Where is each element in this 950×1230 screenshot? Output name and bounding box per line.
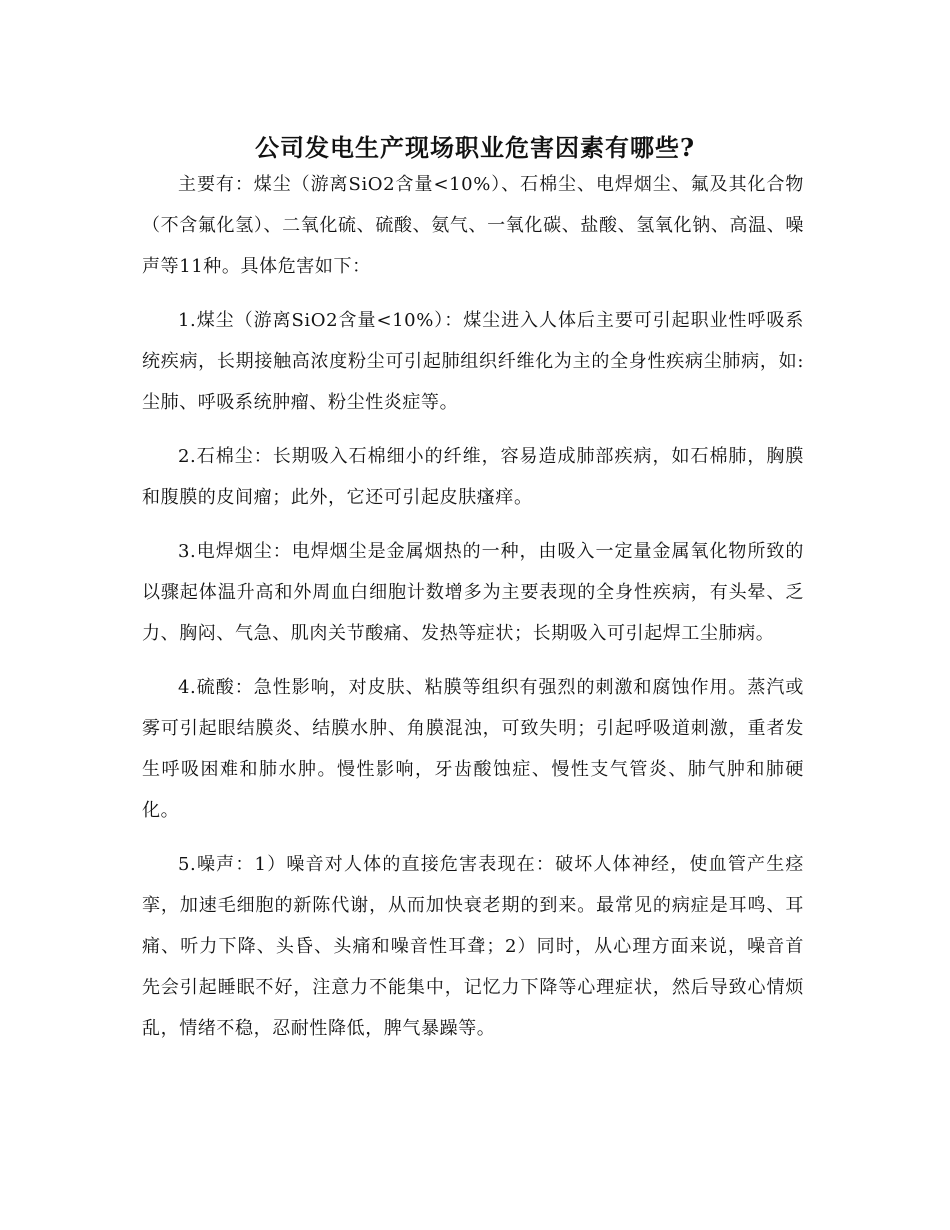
sulfuric-acid-paragraph: 4.硫酸：急性影响，对皮肤、粘膜等组织有强烈的刺激和腐蚀作用。蒸汽或雾可引起眼结膜炎、结膜水肿、角膜混浊，可致失明；引起呼吸道刺激，重者发生呼吸困难和肺水肿。慢性影响，牙齿酸蚀症、慢性支气管炎、肺气肿和肺硬化。 bbox=[142, 677, 804, 821]
coal-dust-paragraph: 1.煤尘（游离SiO2含量<10%）：煤尘进入人体后主要可引起职业性呼吸系统疾病，长期接触高浓度粉尘可引起肺组织纤维化为主的全身性疾病尘肺病，如:尘肺、呼吸系统肿瘤、粉尘性炎症等。 bbox=[142, 310, 804, 413]
asbestos-dust-paragraph: 2.石棉尘：长期吸入石棉细小的纤维，容易造成肺部疾病，如石棉肺，胸膜和腹膜的皮间瘤；此外，它还可引起皮肤瘙痒。 bbox=[142, 446, 804, 508]
document-title: 公司发电生产现场职业危害因素有哪些? bbox=[254, 133, 696, 163]
welding-fume-paragraph: 3.电焊烟尘：电焊烟尘是金属烟热的一种，由吸入一定量金属氧化物所致的以骤起体温升高和外周血白细胞计数增多为主要表现的全身性疾病，有头晕、乏力、胸闷、气急、肌肉关节酸痛、发热等症状；长期吸入可引起焊工尘肺病。 bbox=[142, 541, 804, 644]
intro-paragraph: 主要有：煤尘（游离SiO2含量<10%）、石棉尘、电焊烟尘、氟及其化合物（不含氟化氢）、二氧化硫、硫酸、氨气、一氧化碳、盐酸、氢氧化钠、高温、噪声等11种。具体危害如下： bbox=[142, 174, 804, 277]
document-body bbox=[142, 164, 804, 1049]
noise-paragraph: 5.噪声：1）噪音对人体的直接危害表现在：破坏人体神经，使血管产生痉挛，加速毛细胞的新陈代谢，从而加快衰老期的到来。最常见的病症是耳鸣、耳痛、听力下降、头昏、头痛和噪音性耳聋；2）同时，从心理方面来说，噪音首先会引起睡眠不好，注意力不能集中，记忆力下降等心理症状，然后导致心情烦乱，情绪不稳，忍耐性降低，脾气暴躁等。 bbox=[142, 854, 804, 1039]
